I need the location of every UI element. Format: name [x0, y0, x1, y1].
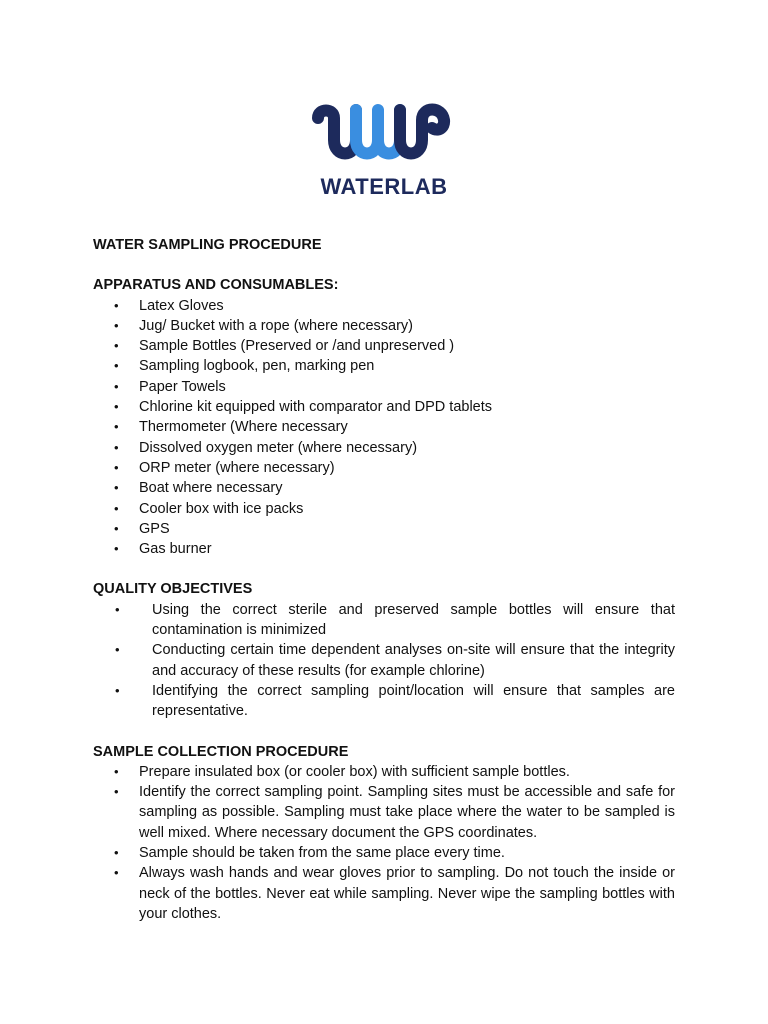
bullet-icon: •	[114, 541, 119, 557]
bullet-icon: •	[114, 845, 119, 861]
list-item: • ORP meter (where necessary)	[93, 458, 675, 478]
logo-blue-stroke	[356, 110, 400, 154]
list-item: • Sampling logbook, pen, marking pen	[93, 356, 675, 376]
bullet-icon: •	[114, 865, 119, 881]
document-body	[93, 235, 675, 924]
list-item: • Jug/ Bucket with a rope (where necessary)	[93, 316, 675, 336]
bullet-icon: •	[114, 520, 119, 536]
list-item: • Chlorine kit equipped with comparator and DPD tablets	[93, 397, 675, 417]
quality-heading: QUALITY OBJECTIVES	[93, 581, 253, 598]
logo-wordmark: WATERLAB	[320, 174, 448, 199]
bullet-icon: •	[114, 439, 119, 455]
bullet-icon: •	[114, 399, 119, 415]
list-item: • Conducting certain time dependent analyses on-site will ensure that the integrity and accuracy of these results (for example chlorine)	[115, 642, 675, 679]
bullet-icon: •	[115, 642, 120, 658]
bullet-icon: •	[114, 480, 119, 496]
bullet-icon: •	[114, 459, 119, 475]
list-item: • Identify the correct sampling point. Sampling sites must be accessible and safe for sampling as possible. Sampling must take place where the water to be sampled is well mixed. Where necessary document the GPS coordinates.	[114, 784, 675, 841]
list-item: • Sample should be taken from the same place every time.	[93, 843, 675, 863]
waterlab-logo-icon	[312, 96, 456, 170]
bullet-icon: •	[114, 358, 119, 374]
bullet-icon: •	[114, 317, 119, 333]
waterlab-logo	[312, 96, 456, 206]
bullet-icon: •	[114, 378, 119, 394]
collection-list	[93, 762, 675, 924]
bullet-icon: •	[114, 763, 119, 779]
list-item: • Identifying the correct sampling point/location will ensure that samples are representative.	[115, 682, 675, 720]
list-item: • Paper Towels	[93, 377, 675, 397]
collection-heading: SAMPLE COLLECTION PROCEDURE	[93, 743, 349, 760]
list-item: • Latex Gloves	[93, 296, 675, 316]
logo-navy-stroke-right	[400, 110, 444, 154]
bullet-icon: •	[115, 682, 120, 698]
list-item: • Thermometer (Where necessary	[93, 417, 675, 437]
list-item: • Cooler box with ice packs	[93, 499, 675, 519]
bullet-icon: •	[114, 419, 119, 435]
bullet-icon: •	[114, 500, 119, 516]
bullet-icon: •	[114, 338, 119, 354]
bullet-icon: •	[114, 784, 119, 800]
list-item: • Gas burner	[93, 539, 675, 559]
list-item: • GPS	[93, 519, 675, 539]
bullet-icon: •	[114, 297, 119, 313]
quality-list	[93, 600, 675, 722]
list-item: • Always wash hands and wear gloves prior to sampling. Do not touch the inside or neck of the bottles. Never eat while sampling. Never wipe the sampling bottles with your clothes.	[114, 865, 675, 922]
list-item: • Dissolved oxygen meter (where necessary)	[93, 438, 675, 458]
list-item: • Sample Bottles (Preserved or /and unpreserved )	[93, 336, 675, 356]
list-item: • Using the correct sterile and preserved sample bottles will ensure that contamination is minimized	[115, 601, 675, 639]
list-item: • Boat where necessary	[93, 478, 675, 498]
bullet-icon: •	[115, 601, 120, 617]
document-title: WATER SAMPLING PROCEDURE	[93, 237, 322, 253]
apparatus-list	[93, 296, 675, 560]
apparatus-heading: APPARATUS AND CONSUMABLES:	[93, 277, 339, 294]
list-item: • Prepare insulated box (or cooler box) with sufficient sample bottles.	[93, 762, 675, 782]
